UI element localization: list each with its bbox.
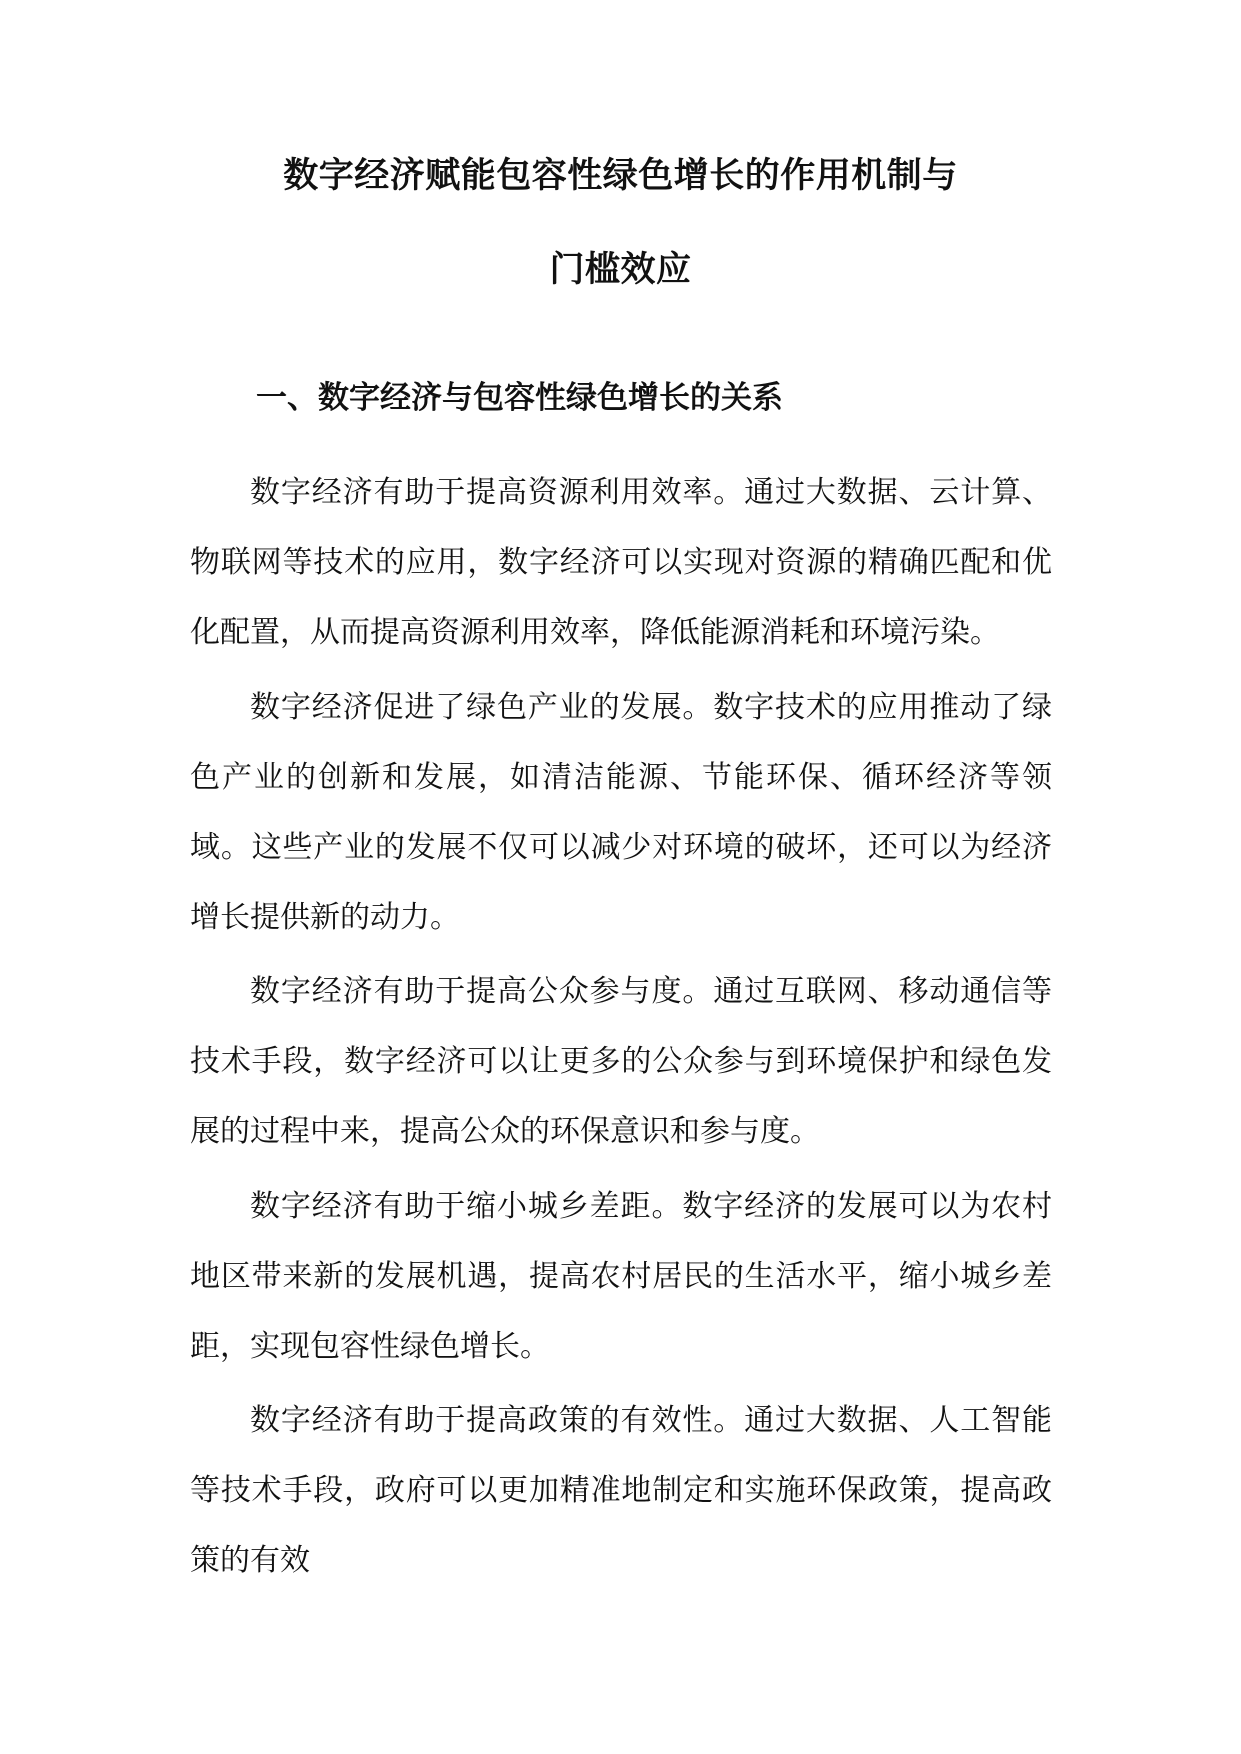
document-title-line-2: 门槛效应 <box>549 250 692 290</box>
paragraph-2: 数字经济促进了绿色产业的发展。数字技术的应用推动了绿色产业的创新和发展，如清洁能源、节能环保、循环经济等领域。这些产业的发展不仅可以减少对环境的破坏，还可以为经济增长提供新的动力。 <box>190 689 1052 935</box>
paragraph-3: 数字经济有助于提高公众参与度。通过互联网、移动通信等技术手段，数字经济可以让更多的公众参与到环境保护和绿色发展的过程中来，提高公众的环保意识和参与度。 <box>190 974 1052 1149</box>
document-title-line-1: 数字经济赋能包容性绿色增长的作用机制与 <box>283 156 958 196</box>
body-text <box>190 458 1052 1601</box>
paragraph-5: 数字经济有助于提高政策的有效性。通过大数据、人工智能等技术手段，政府可以更加精准地制定和实施环保政策，提高政策的有效 <box>190 1403 1052 1578</box>
section-heading: 一、数字经济与包容性绿色增长的关系 <box>256 380 783 416</box>
paragraph-1: 数字经济有助于提高资源利用效率。通过大数据、云计算、物联网等技术的应用，数字经济可以实现对资源的精确匹配和优化配置，从而提高资源利用效率，降低能源消耗和环境污染。 <box>190 475 1052 650</box>
paragraph-4: 数字经济有助于缩小城乡差距。数字经济的发展可以为农村地区带来新的发展机遇，提高农村居民的生活水平，缩小城乡差距，实现包容性绿色增长。 <box>190 1188 1052 1364</box>
